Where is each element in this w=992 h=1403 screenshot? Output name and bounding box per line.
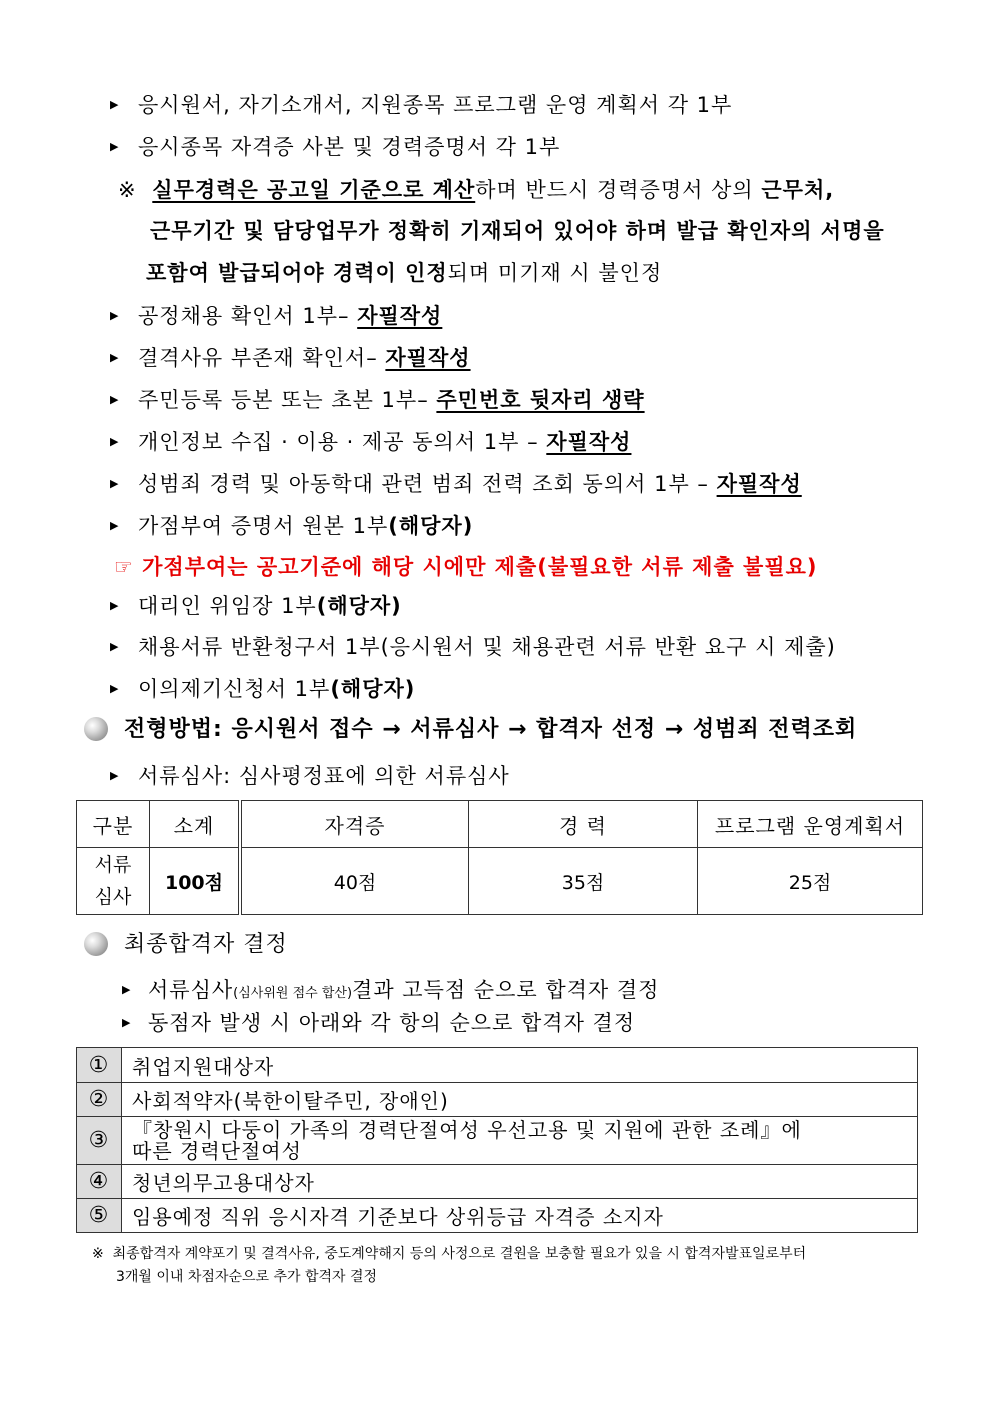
career-note-line-3 — [146, 260, 662, 286]
doc-item-8 — [138, 593, 402, 619]
doc-bold: (해당자) — [316, 594, 402, 618]
priority-text: 사회적약자(북한이탈주민, 장애인) — [122, 1083, 918, 1117]
bullet-icon: ▶ — [110, 351, 119, 364]
doc-item-7 — [138, 471, 802, 497]
doc-bold: (해당자) — [330, 677, 416, 701]
score-total: 100점 — [150, 848, 241, 915]
career-note-line-2: 근무기간 및 담당업무가 정확히 기재되어 있어야 하며 발급 확인자의 서명을 — [150, 219, 885, 243]
priority-text: 임용예정 직위 응시자격 기준보다 상위등급 자격증 소지자 — [122, 1199, 918, 1233]
row-label — [77, 848, 150, 915]
doc-item-4 — [138, 345, 471, 371]
priority-row — [77, 1165, 918, 1199]
doc-underlined: 자필작성 — [357, 304, 443, 328]
career-note-line-1 — [118, 177, 834, 203]
doc-text: 성범죄 경력 및 아동학대 관련 범죄 전력 조회 동의서 1부 – — [138, 472, 717, 496]
footnote-text: 최종합격자 계약포기 및 결격사유, 중도계약해지 등의 사정으로 결원을 보충할 필요가 있을 시 합격자발표일로부터 — [112, 1246, 807, 1262]
priority-number: ⑤ — [77, 1199, 122, 1233]
bullet-icon: ▶ — [110, 140, 119, 153]
career-note-line3-bold: 포함여 발급되어야 경력이 인정 — [146, 261, 448, 285]
bullet-icon: ▶ — [110, 599, 119, 612]
priority-text — [122, 1117, 918, 1165]
bonus-red-note: ☞ 가점부여는 공고기준에 해당 시에만 제출(불필요한 서류 제출 불필요) — [114, 555, 818, 579]
header-cell: 자격증 — [240, 801, 469, 848]
header-cell: 프로그램 운영계획서 — [698, 801, 923, 848]
bullet-icon: ▶ — [110, 769, 119, 782]
bullet-icon: ▶ — [110, 682, 119, 695]
career-note-text: 하며 반드시 경력증명서 상의 — [475, 178, 762, 202]
bullet-icon: ▶ — [110, 640, 119, 653]
priority-number: ① — [77, 1048, 122, 1083]
final-item-text: 결과 고득점 순으로 합격자 결정 — [352, 978, 660, 1002]
score-table-header — [77, 801, 923, 848]
score-cell: 25점 — [698, 848, 923, 915]
doc-text: 공정채용 확인서 1부– — [138, 304, 358, 328]
priority-row — [77, 1199, 918, 1233]
selection-sub: 서류심사: 심사평정표에 의한 서류심사 — [138, 764, 510, 788]
reference-mark: ※ — [118, 178, 137, 202]
priority-text: 취업지원대상자 — [122, 1048, 918, 1083]
priority-row — [77, 1117, 918, 1165]
priority-number: ④ — [77, 1165, 122, 1199]
bullet-icon: ▶ — [122, 1016, 131, 1029]
career-note-bold: 근무처, — [761, 178, 835, 202]
priority-number: ③ — [77, 1117, 122, 1165]
priority-text-line-1: 『창원시 다둥이 가족의 경력단절여성 우선고용 및 지원에 관한 조례』에 — [132, 1117, 802, 1142]
doc-text: 가점부여 증명서 원본 1부 — [138, 514, 389, 538]
bullet-icon: ▶ — [110, 477, 119, 490]
doc-underlined: 자필작성 — [546, 430, 632, 454]
final-item-small: (심사위원 점수 합산) — [233, 986, 353, 1001]
doc-item-10 — [138, 676, 415, 702]
doc-item-bonus — [138, 513, 473, 539]
row-label-2: 심사 — [94, 886, 132, 908]
final-item-2: 동점자 발생 시 아래와 각 항의 순으로 합격자 결정 — [148, 1011, 636, 1035]
score-cell: 40점 — [240, 848, 469, 915]
priority-text: 청년의무고용대상자 — [122, 1165, 918, 1199]
priority-row — [77, 1048, 918, 1083]
bullet-icon: ▶ — [110, 98, 119, 111]
career-note-underlined: 실무경력은 공고일 기준으로 계산 — [152, 178, 476, 202]
doc-bold: (해당자) — [388, 514, 474, 538]
footnote-line-2: 3개월 이내 차점자순으로 추가 합격자 결정 — [116, 1269, 378, 1285]
doc-underlined: 자필작성 — [716, 472, 802, 496]
header-cell: 소계 — [150, 801, 241, 848]
header-cell: 구분 — [77, 801, 150, 848]
doc-item-9 — [138, 634, 836, 660]
doc-text: 대리인 위임장 1부 — [138, 594, 317, 618]
section-sphere-icon — [84, 717, 108, 741]
doc-item-6 — [138, 429, 631, 455]
header-cell: 경 력 — [469, 801, 698, 848]
bullet-icon: ▶ — [110, 393, 119, 406]
footnote-line-1 — [92, 1243, 806, 1265]
bullet-icon: ▶ — [110, 435, 119, 448]
doc-item-3 — [138, 303, 442, 329]
career-note-line3-rest: 되며 미기재 시 불인정 — [447, 261, 663, 285]
priority-table — [76, 1047, 918, 1233]
section-sphere-icon — [84, 932, 108, 956]
doc-item-2: 응시종목 자격증 사본 및 경력증명서 각 1부 — [138, 135, 561, 159]
final-item-text: 서류심사 — [148, 978, 234, 1002]
final-title: 최종합격자 결정 — [124, 932, 288, 957]
priority-row — [77, 1083, 918, 1117]
doc-item-5 — [138, 387, 645, 413]
selection-title: 전형방법: 응시원서 접수 → 서류심사 → 합격자 선정 → 성범죄 전력조회 — [124, 717, 858, 742]
reference-mark: ※ — [92, 1246, 104, 1262]
bullet-icon: ▶ — [110, 309, 119, 322]
score-table-row — [77, 848, 923, 915]
doc-text: 채용서류 반환청구서 1부(응시원서 및 채용관련 서류 반환 요구 시 제출) — [138, 635, 836, 659]
row-label-1: 서류 — [94, 854, 132, 876]
doc-underlined: 자필작성 — [385, 346, 471, 370]
doc-text: 이의제기신청서 1부 — [138, 677, 331, 701]
bullet-icon: ▶ — [122, 983, 131, 996]
doc-text: 개인정보 수집 · 이용 · 제공 동의서 1부 – — [138, 430, 547, 454]
bullet-icon: ▶ — [110, 519, 119, 532]
doc-text: 주민등록 등본 또는 초본 1부– — [138, 388, 437, 412]
final-item-1 — [148, 977, 659, 1007]
priority-number: ② — [77, 1083, 122, 1117]
priority-text-line-2: 따른 경력단절여성 — [132, 1138, 302, 1163]
doc-text: 결격사유 부존재 확인서– — [138, 346, 386, 370]
score-cell: 35점 — [469, 848, 698, 915]
score-table — [76, 800, 923, 915]
doc-item-1: 응시원서, 자기소개서, 지원종목 프로그램 운영 계획서 각 1부 — [138, 93, 733, 117]
doc-underlined: 주민번호 뒷자리 생략 — [436, 388, 645, 412]
